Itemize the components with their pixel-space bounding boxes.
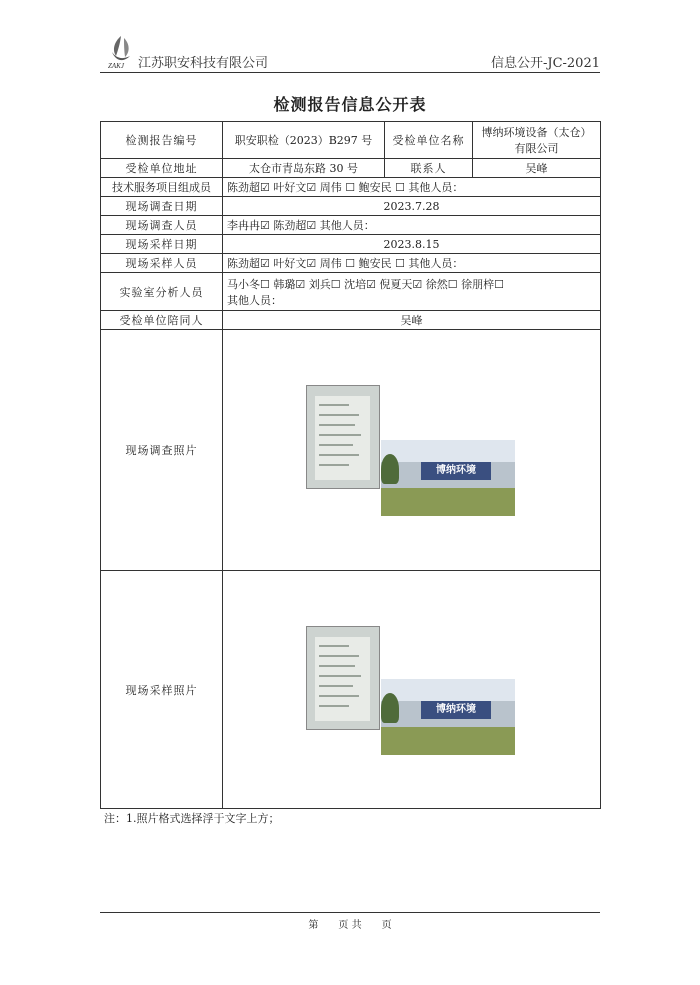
logo-text: ZAKJ (108, 62, 124, 70)
table-row (101, 178, 601, 197)
page-footer: 第 页 共 页 (308, 920, 392, 931)
escort-value: 吴峰 (223, 311, 601, 330)
team-value: 陈劲超☑ 叶好文☑ 周伟 ☐ 鲍安民 ☐ 其他人员： (223, 178, 601, 197)
sampling-photo-label: 现场采样照片 (101, 571, 223, 809)
survey-date-value: 2023.7.28 (223, 197, 601, 216)
table-row (101, 216, 601, 235)
team-label: 技术服务项目组成员 (101, 178, 223, 197)
building-photo (381, 440, 515, 516)
building-sign: 博纳环境 (421, 462, 491, 480)
lab-staff-value (223, 273, 601, 311)
company-name: 江苏职安科技有限公司 (138, 56, 269, 71)
notice-board-photo (306, 385, 380, 489)
table-row (101, 159, 601, 178)
sampling-date-value: 2023.8.15 (223, 235, 601, 254)
lab-staff-label: 实验室分析人员 (101, 273, 223, 311)
unit-name-label: 受检单位名称 (385, 122, 473, 159)
lab-staff-line-2: 其他人员： (227, 293, 282, 307)
sampling-staff-value: 陈劲超☑ 叶好文☑ 周伟 ☐ 鲍安民 ☐ 其他人员： (223, 254, 601, 273)
table-row (101, 571, 601, 809)
address-label: 受检单位地址 (101, 159, 223, 178)
table-row (101, 122, 601, 159)
info-table (100, 121, 601, 809)
document-number: 信息公开-JC-2021 (490, 56, 600, 71)
survey-date-label: 现场调查日期 (101, 197, 223, 216)
page-header (100, 38, 600, 72)
sampling-date-label: 现场采样日期 (101, 235, 223, 254)
report-no-value: 职安职检（2023）B297 号 (223, 122, 385, 159)
company-logo (104, 32, 138, 70)
report-no-label: 检测报告编号 (101, 122, 223, 159)
sampling-staff-label: 现场采样人员 (101, 254, 223, 273)
contact-label: 联系人 (385, 159, 473, 178)
survey-photo-cell (223, 330, 601, 571)
building-sign: 博纳环境 (421, 701, 491, 719)
address-value: 太仓市青岛东路 30 号 (223, 159, 385, 178)
unit-name-value: 博纳环境设备（太仓）有限公司 (473, 122, 601, 159)
footnote: 注：1.照片格式选择浮于文字上方； (104, 812, 280, 825)
table-row (101, 254, 601, 273)
survey-staff-value: 李冉冉☑ 陈劲超☑ 其他人员： (223, 216, 601, 235)
page-title: 检测报告信息公开表 (273, 95, 427, 114)
table-row (101, 235, 601, 254)
survey-staff-label: 现场调查人员 (101, 216, 223, 235)
header-rule (100, 72, 600, 73)
building-photo (381, 679, 515, 755)
contact-value: 吴峰 (473, 159, 601, 178)
escort-label: 受检单位陪同人 (101, 311, 223, 330)
notice-board-photo (306, 626, 380, 730)
sampling-photo-cell (223, 571, 601, 809)
table-row (101, 197, 601, 216)
table-row (101, 311, 601, 330)
footer-rule (100, 912, 600, 913)
table-row (101, 330, 601, 571)
lab-staff-line-1: 马小冬☐ 韩璐☑ 刘兵☐ 沈培☑ 倪夏天☑ 徐然☐ 徐朋梓☐ (227, 277, 505, 291)
table-row (101, 273, 601, 311)
survey-photo-label: 现场调查照片 (101, 330, 223, 571)
